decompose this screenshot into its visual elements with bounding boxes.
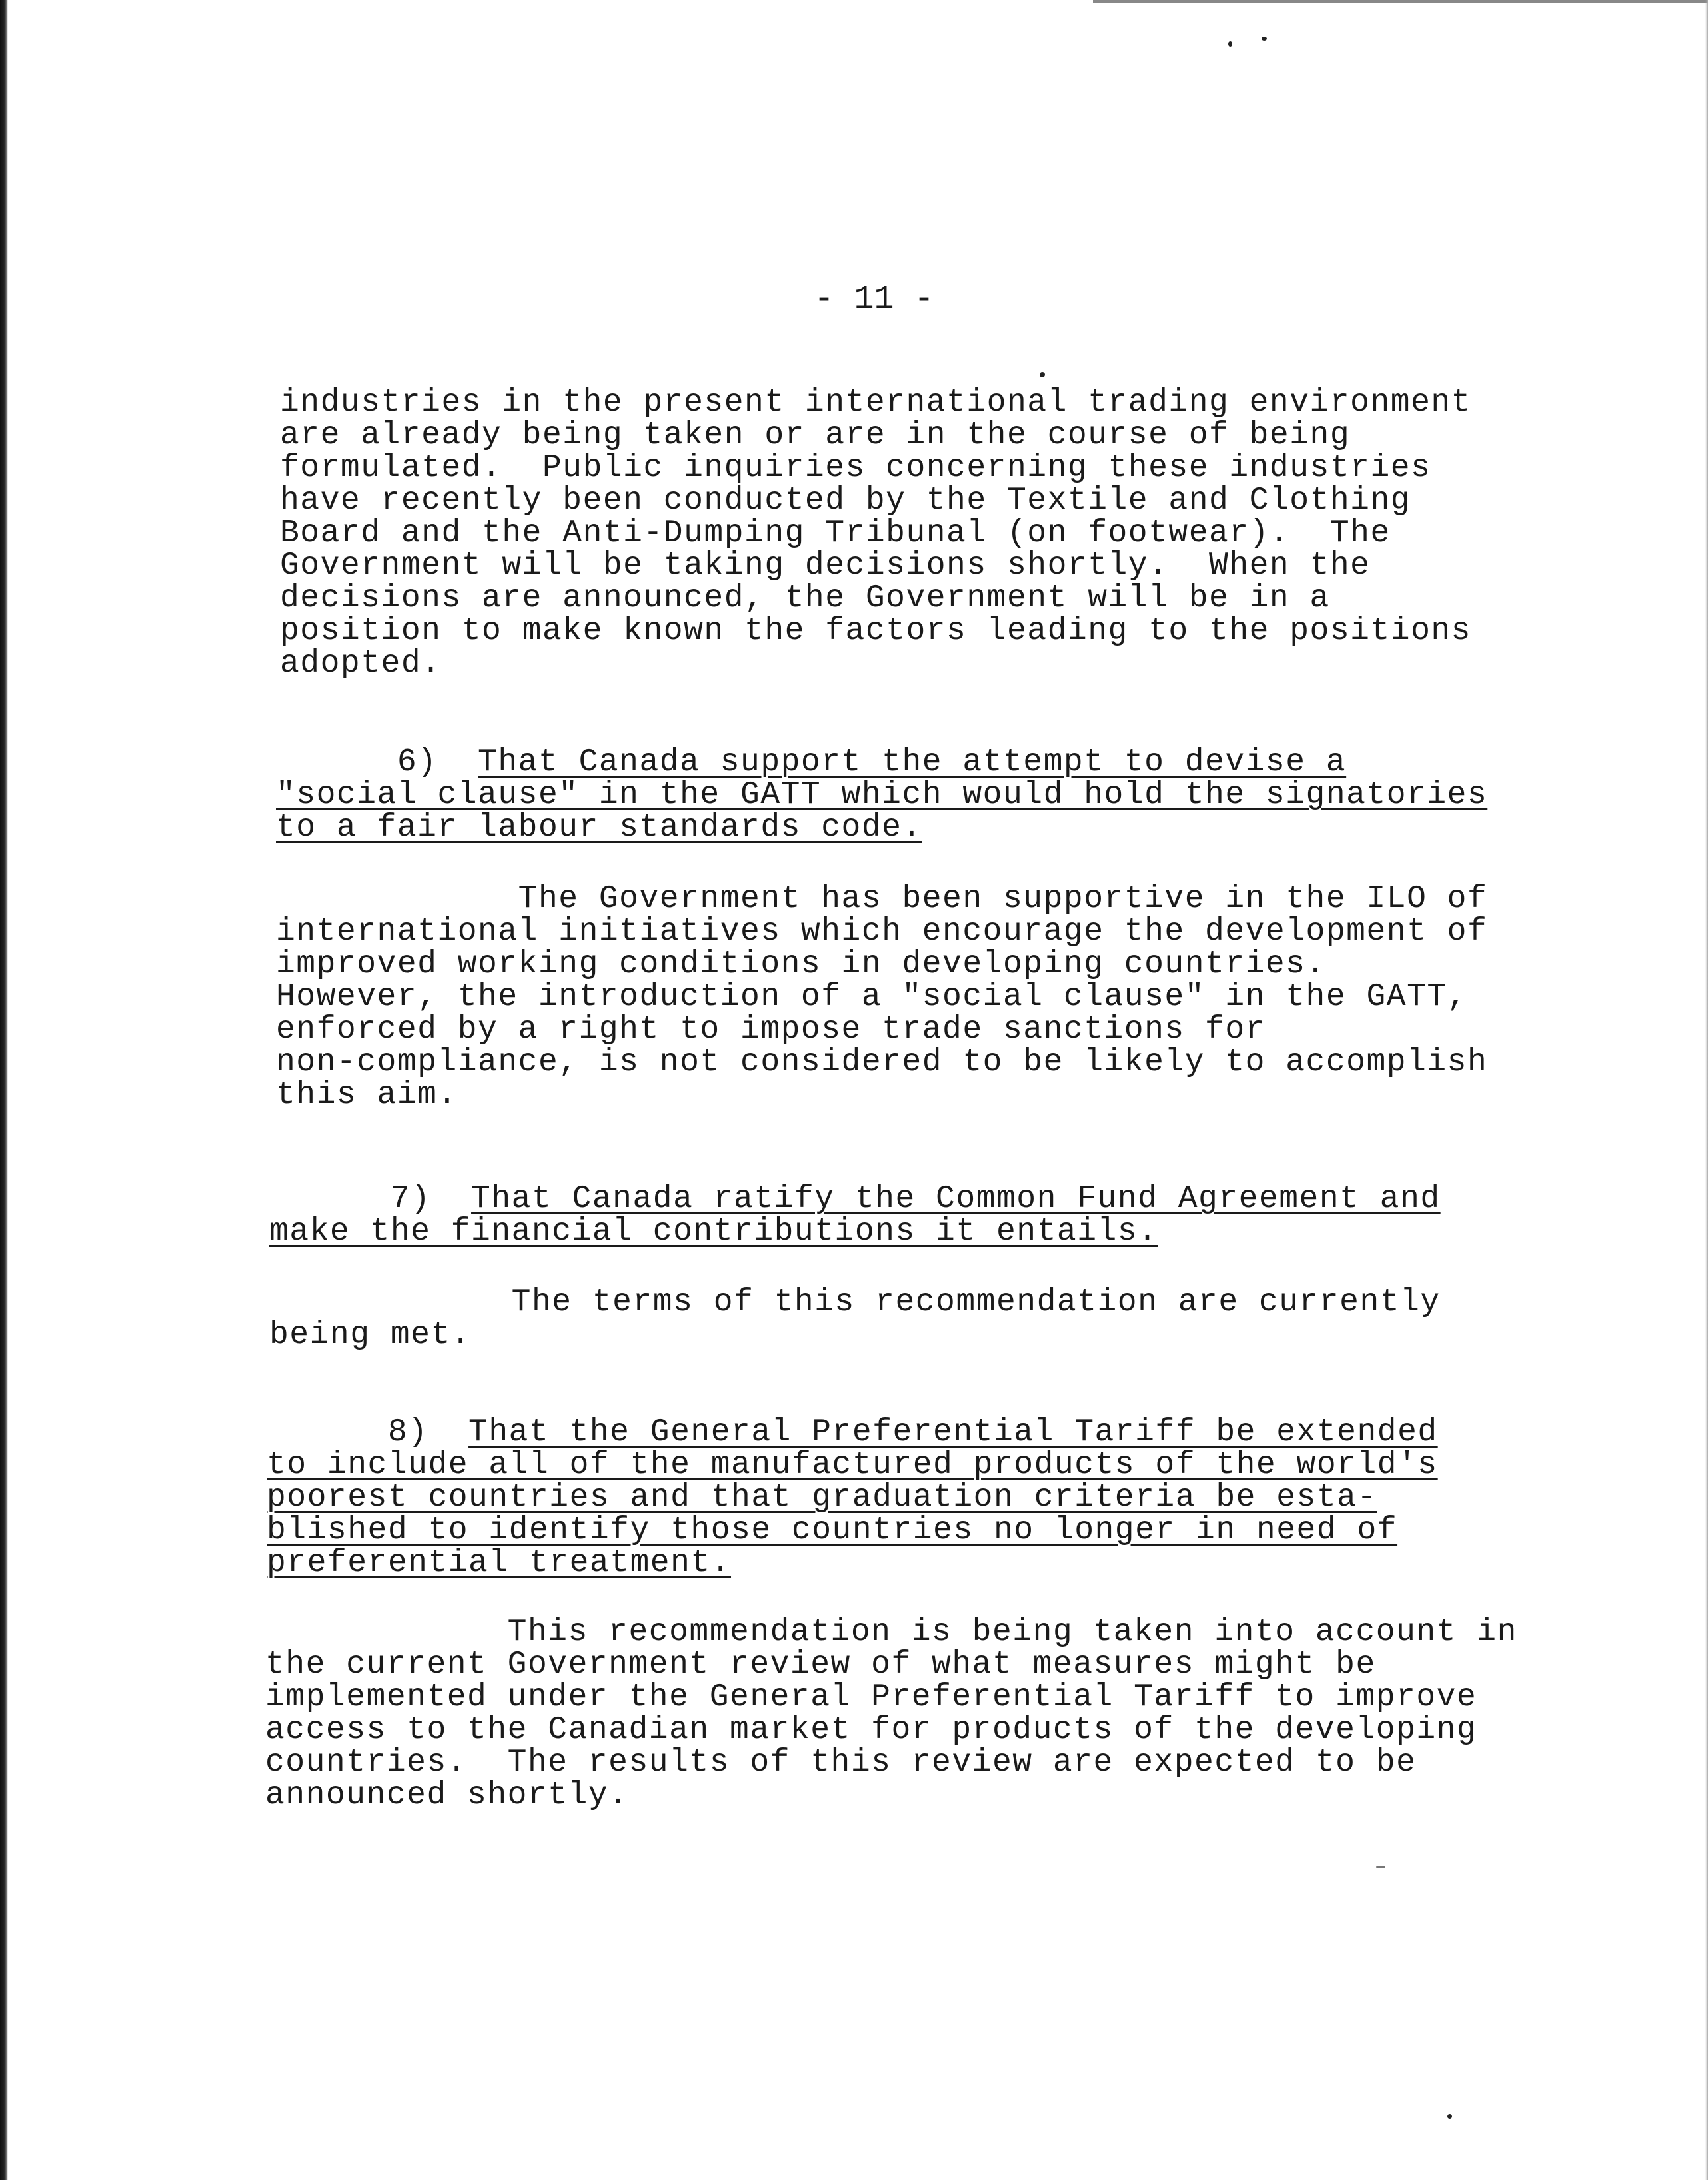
- scan-speck: [1376, 1866, 1385, 1868]
- page-number: - 11 -: [814, 281, 934, 319]
- recommendation-6: [276, 746, 1487, 844]
- scan-speck: [1228, 41, 1232, 47]
- recommendation-8-first-line: That the General Preferential Tariff be extended: [468, 1414, 1438, 1450]
- response-7: The terms of this recommendation are currently being met.: [269, 1284, 1441, 1353]
- paragraph-continuation: industries in the present international trading environment are already being taken or are in the course of being formulated. Public inquiries concerning these industries have recently been conducted by the Textile and Clothing Board and the Anti-Dumping Tribunal (on footwear). The Government will be taking decisions shortly. When the decisions are announced, the Government will be in a position to make known the factors leading to the positions adopted.: [280, 385, 1471, 682]
- recommendation-7: [269, 1183, 1441, 1248]
- recommendation-6-number: 6): [397, 744, 438, 780]
- scan-edge-right: [1705, 0, 1708, 2180]
- recommendation-8: [267, 1416, 1438, 1580]
- recommendation-8-rest: to include all of the manufactured products of the world's poorest countries and that graduation criteria be esta- blished to identify those countries no longer in need of preferential treatment.: [267, 1447, 1438, 1581]
- scan-edge-top: [1093, 0, 1708, 3]
- recommendation-8-number: 8): [387, 1414, 428, 1450]
- recommendation-6-first-line: That Canada support the attempt to devise a: [478, 744, 1347, 780]
- recommendation-7-gap: [430, 1181, 471, 1217]
- recommendation-6-gap: [437, 744, 478, 780]
- scan-speck: [1040, 372, 1045, 377]
- scan-speck: [1447, 2114, 1452, 2119]
- response-6: The Government has been supportive in the ILO of international initiatives which encourage the development of improved working conditions in developing countries. However, the introduction of a "social clause" in the GATT, enforced by a right to impose trade sanctions for non-compliance, is not considered to be likely to accomplish this aim.: [276, 881, 1488, 1113]
- recommendation-7-rest: make the financial contributions it entails.: [269, 1214, 1158, 1250]
- response-8: This recommendation is being taken into account in the current Government review of what measures might be implemented under the General Preferential Tariff to improve access to the Canadian market for products of the developing countries. The results of this review are expected to be announced shortly.: [265, 1614, 1517, 1813]
- recommendation-7-indent: [269, 1181, 391, 1217]
- recommendation-6-rest: "social clause" in the GATT which would hold the signatories to a fair labour standards code.: [276, 777, 1488, 846]
- scan-edge-left: [0, 0, 8, 2180]
- recommendation-8-indent: [267, 1414, 388, 1450]
- recommendation-6-indent: [276, 744, 397, 780]
- recommendation-7-number: 7): [390, 1181, 431, 1217]
- recommendation-7-first-line: That Canada ratify the Common Fund Agreement and: [471, 1181, 1441, 1217]
- recommendation-8-gap: [428, 1414, 468, 1450]
- scan-speck: [1262, 37, 1267, 41]
